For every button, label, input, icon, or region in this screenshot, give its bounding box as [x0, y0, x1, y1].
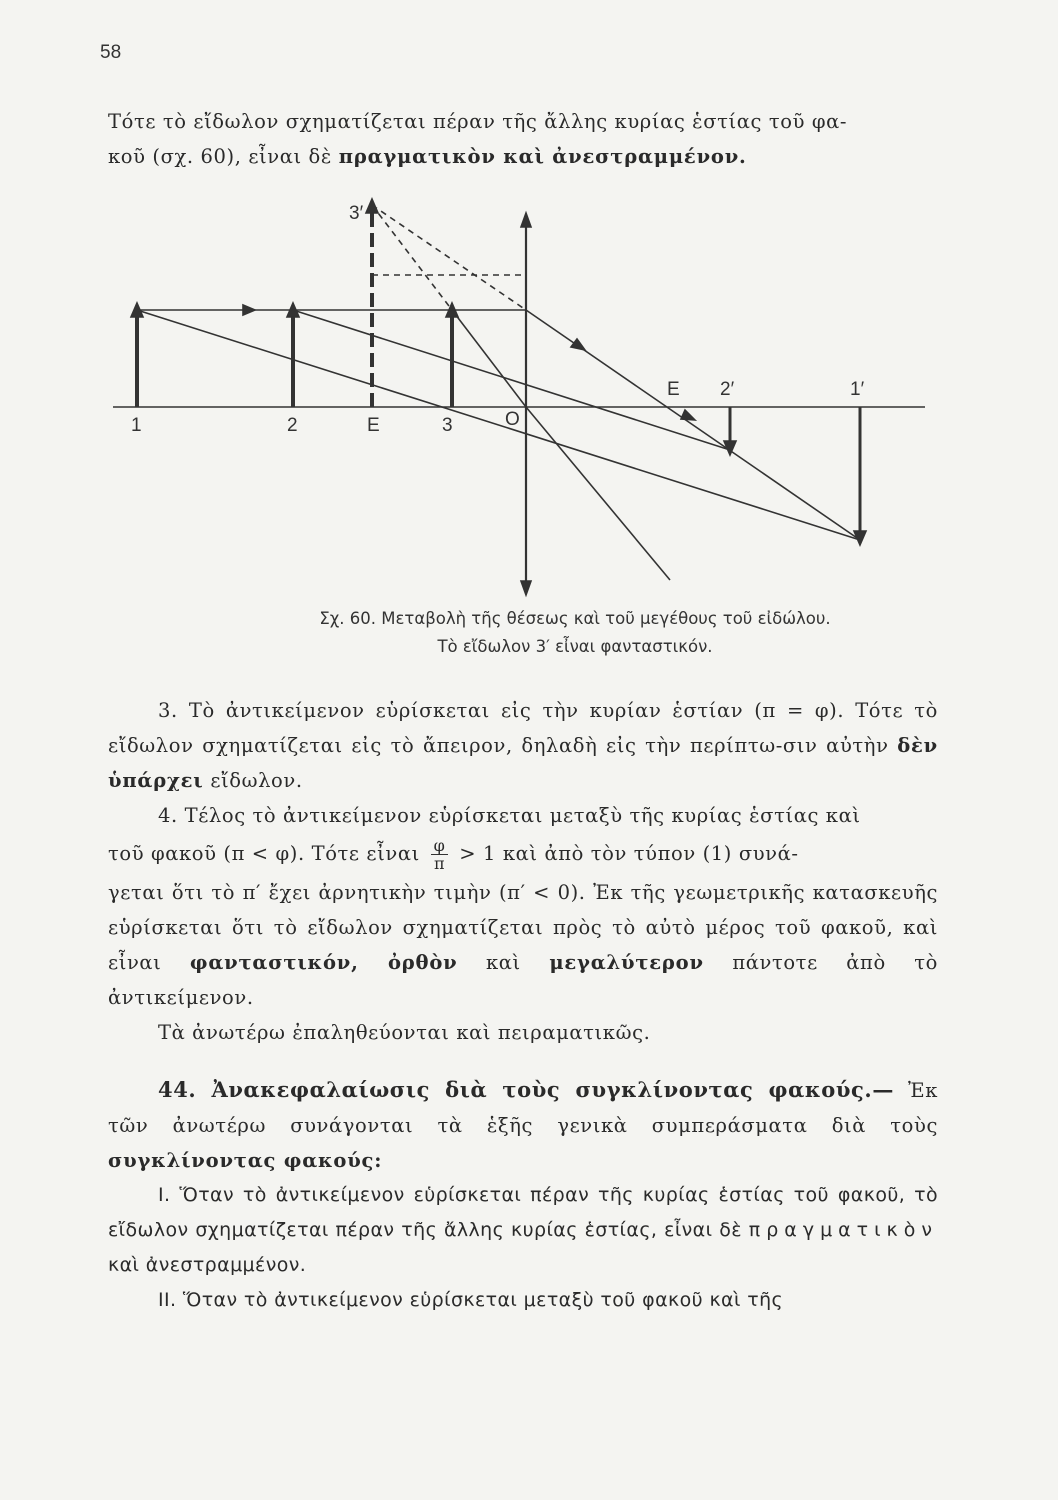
case-4-line-2-a: τοῦ φακοῦ (π < φ). Τότε εἶναι [108, 842, 420, 865]
case-4-line-2-b: > 1 καὶ ἀπὸ τὸν τύπον (1) συνά- [459, 842, 799, 865]
ray-arrowhead-2 [571, 339, 585, 350]
virtual-extension-2 [372, 205, 452, 310]
case-4-rest [108, 875, 938, 1015]
lens-diagram-svg [105, 195, 945, 605]
center-ray-3 [526, 407, 670, 580]
fraction-denominator: π [434, 854, 446, 873]
case-4-rest-text: γεται ὅτι τὸ π′ ἔχει ἀρνητικὴν τιμὴν (π′ < 0). Ἐκ τῆς γεωμετρικῆς κατασκευῆς εὑρίσκεται ὅτι τὸ εἴδωλον σχηματίζεται πρὸς τὸ αὐτὸ μέρος τοῦ φακοῦ, καὶ εἶναι [108, 881, 938, 974]
summary-list [108, 1178, 938, 1318]
intro-line-1: Τότε τὸ εἴδωλον σχηματίζεται πέραν τῆς ἄλλης κυρίας ἑστίας τοῦ φα- [108, 110, 848, 133]
center-ray-1 [137, 310, 860, 540]
lens-diagram [105, 195, 945, 605]
caption-line-1: Σχ. 60. Μεταβολὴ τῆς θέσεως καὶ τοῦ μεγέθους τοῦ εἰδώλου. [319, 609, 831, 628]
label-3-prime: 3′ [349, 203, 364, 224]
case-4-end: πάντοτε ἀπὸ τὸ ἀντικείμενον. [108, 951, 938, 1009]
page-number: 58 [100, 42, 122, 63]
case-4-mid: καὶ [486, 951, 521, 974]
case-3-paragraph [108, 693, 938, 798]
body-text [108, 693, 938, 1318]
section-44-paragraph [108, 1072, 938, 1178]
caption-line-2: Τὸ εἴδωλον 3′ εἶναι φανταστικόν. [437, 637, 713, 656]
lens-arrow-top [521, 213, 531, 227]
phi-over-pi-fraction [431, 837, 449, 872]
label-1: 1 [131, 415, 142, 436]
case-4-line-2 [108, 836, 938, 872]
intro-paragraph [108, 104, 938, 174]
virtual-extension-1 [372, 205, 526, 310]
summary-item-1-end: καὶ ἀνεστραμμένον. [108, 1254, 307, 1276]
label-center: O [505, 409, 520, 430]
label-2: 2 [287, 415, 298, 436]
lens-arrow-bottom [521, 581, 531, 595]
label-1-prime: 1′ [850, 379, 865, 400]
fraction-numerator: φ [431, 837, 449, 855]
section-44-emphasis: συγκλίνοντας φακούς: [108, 1149, 383, 1172]
summary-item-1 [108, 1178, 938, 1283]
summary-item-1-text: I. Ὅταν τὸ ἀντικείμενον εὑρίσκεται πέραν τῆς κυρίας ἑστίας τοῦ φακοῦ, τὸ εἴδωλον σχηματίζεται πέραν τῆς ἄλλης κυρίας ἑστίας, εἶναι δὲ [108, 1184, 938, 1241]
section-44-text: Ἐκ τῶν ἀνωτέρω συνάγονται τὰ ἑξῆς γενικὰ συμπεράσματα διὰ τοὺς [108, 1079, 938, 1137]
label-3: 3 [442, 415, 453, 436]
case-4-line-1: 4. Τέλος τὸ ἀντικείμενον εὑρίσκεται μεταξὺ τῆς κυρίας ἑστίας καὶ [158, 804, 861, 827]
section-44-title: 44. Ἀνακεφαλαίωσις διὰ τοὺς συγκλίνοντας φακούς.— [158, 1077, 894, 1102]
case-3-emphasis: δὲν ὑπάρχει [108, 734, 938, 792]
object-3-to-center [452, 310, 526, 407]
label-focus-left: Ε [367, 415, 380, 436]
case-4-bold-1: φανταστικόν, ὀρθὸν [189, 951, 458, 974]
case-3-end: εἴδωλον. [210, 769, 303, 792]
label-2-prime: 2′ [720, 379, 735, 400]
ray-arrowhead-3 [681, 410, 695, 420]
case-4-bold-2: μεγαλύτερον [549, 951, 704, 974]
label-focus-right: Ε [667, 379, 680, 400]
case-3-text: 3. Τὸ ἀντικείμενον εὑρίσκεται εἰς τὴν κυρίαν ἑστίαν (π = φ). Τότε τὸ εἴδωλον σχηματίζεται εἰς τὸ ἄπειρον, δηλαδὴ εἰς τὴν περίπτω-σιν αὐτὴν [108, 699, 938, 757]
intro-line-2-start: κοῦ (σχ. 60), εἶναι δὲ [108, 145, 332, 168]
summary-item-2: II. Ὅταν τὸ ἀντικείμενον εὑρίσκεται μεταξὺ τοῦ φακοῦ καὶ τῆς [158, 1289, 784, 1311]
verified-line: Τὰ ἀνωτέρω ἐπαληθεύονται καὶ πειραματικῶς. [158, 1021, 651, 1044]
summary-item-1-spaced: πραγματικὸν [748, 1219, 938, 1241]
intro-line-2 [108, 139, 938, 174]
figure-caption [250, 605, 900, 661]
ray-arrowhead-1 [243, 305, 255, 315]
intro-emphasis: πραγματικὸν καὶ ἀνεστραμμένον. [338, 145, 747, 168]
